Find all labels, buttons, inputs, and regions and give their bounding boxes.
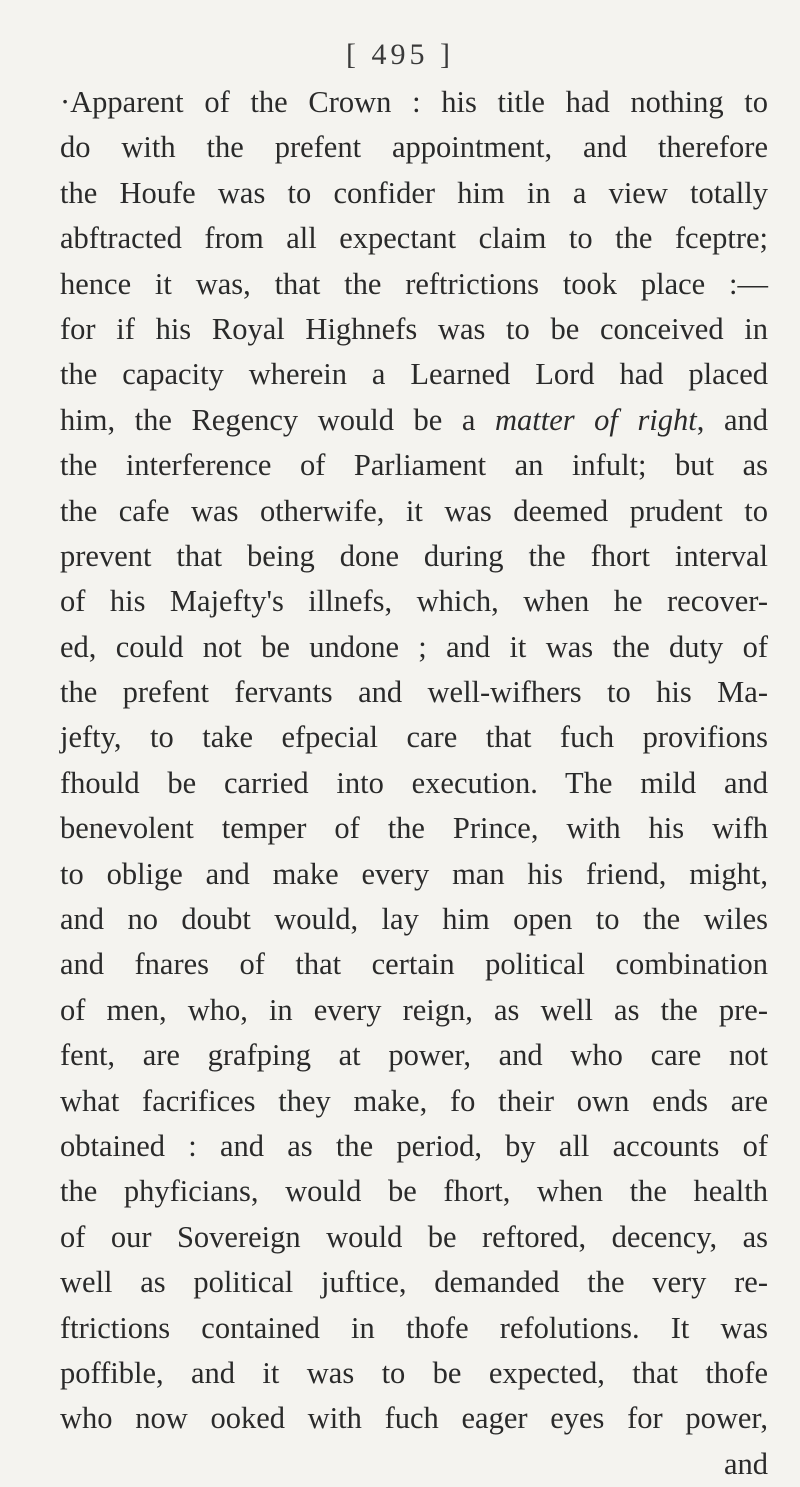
catchword: and (723, 1446, 768, 1481)
text-run: him, the Regency would be a (60, 402, 495, 437)
text-line: do with the prefent appointment, and therefore (60, 130, 768, 165)
text-line: abftracted from all expectant claim to the fceptre; (60, 221, 768, 256)
text-line: the capacity wherein a Learned Lord had placed (60, 357, 768, 392)
text-line: the phyficians, would be fhort, when the health (60, 1174, 768, 1209)
text-line: to oblige and make every man his friend, might, (60, 856, 768, 891)
text-line-italic-phrase (60, 398, 768, 443)
text-line: of his Majefty's illnefs, which, when he recover- (60, 584, 768, 619)
text-line: ed, could not be undone ; and it was the duty of (60, 629, 768, 664)
text-line: of our Sovereign would be reftored, decency, as (60, 1219, 768, 1254)
text-line: fent, are grafping at power, and who care not (60, 1038, 768, 1073)
text-line: the cafe was otherwife, it was deemed prudent to (60, 493, 768, 528)
text-line: obtained : and as the period, by all accounts of (60, 1128, 768, 1163)
text-line: and no doubt would, lay him open to the wiles (60, 902, 768, 937)
text-line: who now ooked with fuch eager eyes for power, (60, 1401, 768, 1436)
text-line: of men, who, in every reign, as well as the pre- (60, 992, 768, 1027)
text-line: the interference of Parliament an infult; but as (60, 448, 768, 483)
text-line: fhould be carried into execution. The mild and (60, 765, 768, 800)
text-line: and fnares of that certain political combination (60, 947, 768, 982)
body-text (60, 80, 768, 1487)
text-line: the prefent fervants and well-wifhers to his Ma- (60, 675, 768, 710)
italic-phrase: matter of right (494, 402, 697, 437)
text-line: poffible, and it was to be expected, that thofe (60, 1355, 768, 1390)
page-number: [ 495 ] (346, 38, 454, 71)
text-run: , and (696, 402, 768, 437)
text-line: well as political juftice, demanded the very re- (60, 1265, 768, 1300)
text-line: jefty, to take efpecial care that fuch provifions (60, 720, 768, 755)
text-line: hence it was, that the reftrictions took place :— (60, 266, 768, 301)
text-line: what facrifices they make, fo their own ends are (60, 1083, 768, 1118)
text-line: ftrictions contained in thofe refolutions. It was (60, 1310, 768, 1345)
text-line: ·Apparent of the Crown : his title had nothing to (60, 85, 768, 119)
text-line: prevent that being done during the fhort interval (60, 538, 768, 573)
text-line: for if his Royal Highnefs was to be conceived in (60, 311, 768, 346)
text-line: the Houfe was to confider him in a view totally (60, 175, 768, 210)
text-line: benevolent temper of the Prince, with his wifh (60, 811, 768, 846)
